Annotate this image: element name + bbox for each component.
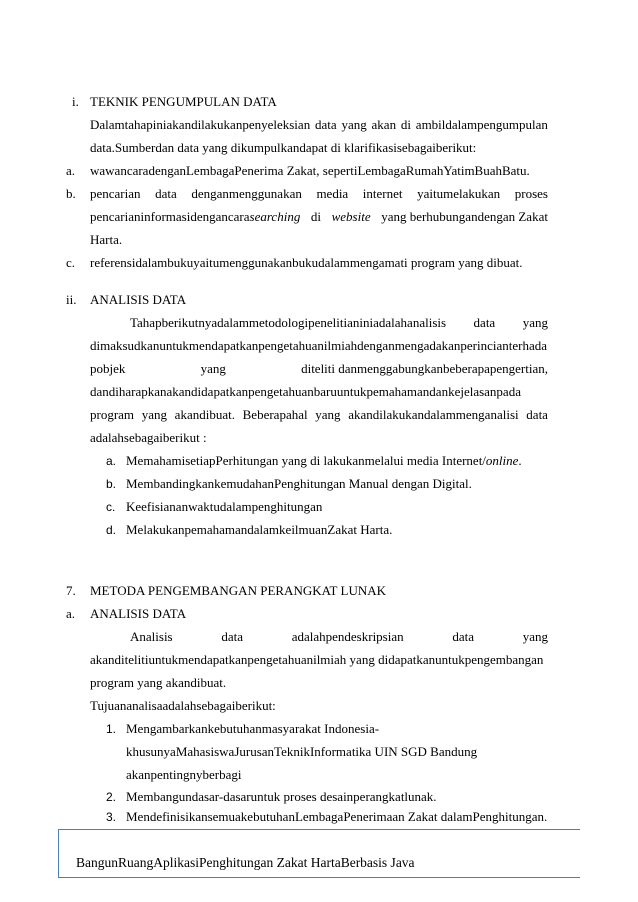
italic-term: searching bbox=[249, 209, 301, 224]
word: data bbox=[473, 315, 496, 330]
section-7-para-line-2: akanditelitiuntukmendapatkanpengetahuanilmiah yang didapatkanuntukpengembangan bbox=[90, 652, 544, 667]
section-ii-number: ii. bbox=[66, 292, 77, 307]
item-c-letter: c. bbox=[66, 255, 76, 270]
word: denganmenggunakan bbox=[191, 186, 302, 201]
section-ii-para-line-4: dandiharapkanakandidapatkanpengetahuanbaruuntukpemahamandankejelasanpada bbox=[90, 384, 521, 399]
sub-item-letter: c. bbox=[106, 500, 116, 514]
word: akandilakukandalammenganalisi bbox=[348, 407, 519, 422]
word: yang bbox=[141, 407, 167, 422]
section-ii-para-line-1 bbox=[130, 316, 548, 329]
word: pencarian bbox=[90, 186, 141, 201]
numbered-item-number: 2. bbox=[106, 790, 117, 804]
italic-term: online bbox=[485, 453, 519, 468]
section-ii-para-line-2: dimaksudkanuntukmendapatkanpengetahuanilmiahdenganmengadakanperincianterhada bbox=[90, 338, 547, 353]
section-7-para-line-1 bbox=[130, 630, 548, 643]
numbered-item-line-1: Mengambarkankebutuhanmasyarakat Indonesia- bbox=[126, 721, 380, 736]
text-run: . bbox=[518, 453, 522, 468]
item-a-text: wawancaradenganLembagaPenerima Zakat, sepertiLembagaRumahYatimBuahBatu. bbox=[90, 163, 530, 178]
word: program bbox=[90, 407, 135, 422]
numbered-item-number: 3. bbox=[106, 810, 117, 824]
item-b-letter: b. bbox=[66, 186, 76, 201]
item-a-letter: a. bbox=[66, 163, 76, 178]
text-run: MemahamisetiapPerhitungan yang di lakukanmelalui media Internet/ bbox=[126, 453, 486, 468]
word: data bbox=[526, 407, 548, 422]
word: proses bbox=[514, 186, 548, 201]
item-c-text: referensidalambukuyaitumenggunakanbukudalammengamati program yang dibuat. bbox=[90, 255, 523, 270]
numbered-item-line-1: MendefinisikansemuakebutuhanLembagaPenerimaan Zakat dalamPenghitungan. bbox=[126, 809, 548, 824]
numbered-item-line-2: khusunyaMahasiswaJurusanTeknikInformatika UIN SGD Bandung bbox=[126, 744, 478, 759]
word: pobjek bbox=[90, 361, 126, 376]
item-b-line-3: Harta. bbox=[90, 232, 123, 247]
section-i-heading: TEKNIK PENGUMPULAN DATA bbox=[90, 94, 277, 109]
text-run: yang berhubungandengan Zakat bbox=[381, 209, 548, 224]
word: akan bbox=[371, 117, 397, 132]
section-7-sub-letter: a. bbox=[66, 606, 76, 621]
word: ambildalampengumpulan bbox=[415, 117, 548, 132]
section-7-sub-heading: ANALISIS DATA bbox=[90, 606, 187, 621]
section-ii-para-line-5 bbox=[90, 408, 548, 421]
word: Analisis bbox=[130, 629, 173, 644]
sub-item-letter: b. bbox=[106, 477, 117, 491]
word: yang bbox=[522, 629, 548, 644]
footer-title: BangunRuangAplikasiPenghitungan Zakat HartaBerbasis Java bbox=[76, 855, 415, 870]
sub-item-text: MelakukanpemahamandalamkeilmuanZakat Harta. bbox=[126, 522, 393, 537]
word: akandibuat. bbox=[174, 407, 235, 422]
word: data bbox=[155, 186, 177, 201]
section-7-number: 7. bbox=[66, 583, 76, 598]
word: adalahpendeskripsian bbox=[291, 629, 404, 644]
sub-item-text: Keefisiananwaktudalampenghitungan bbox=[126, 499, 323, 514]
section-i-number: i. bbox=[72, 94, 79, 109]
word: yaitumelakukan bbox=[417, 186, 501, 201]
sub-item-letter: a. bbox=[106, 454, 117, 468]
word: data bbox=[452, 629, 474, 644]
item-b-line-1 bbox=[90, 187, 548, 200]
sub-item-letter: d. bbox=[106, 523, 117, 537]
italic-term: website bbox=[331, 209, 371, 224]
word: di bbox=[310, 209, 322, 224]
numbered-item-line-1: Membangundasar-dasaruntuk proses desainperangkatlunak. bbox=[126, 789, 437, 804]
word: data bbox=[221, 629, 243, 644]
word: Dalamtahapiniakandilakukanpenyeleksian bbox=[90, 117, 311, 132]
section-7-heading: METODA PENGEMBANGAN PERANGKAT LUNAK bbox=[90, 583, 387, 598]
sub-item-text bbox=[126, 454, 522, 467]
numbered-item-number: 1. bbox=[106, 722, 117, 736]
word: di bbox=[400, 117, 411, 132]
word: yang bbox=[522, 315, 548, 330]
section-ii-heading: ANALISIS DATA bbox=[90, 292, 187, 307]
section-i-para-line-1 bbox=[90, 118, 548, 131]
word: Tahapberikutnyadalammetodologipenelitianiniadalahanalisis bbox=[130, 315, 447, 330]
numbered-item-line-3: akanpentingnyberbagi bbox=[126, 767, 242, 782]
text-run: diteliti danmenggabungkanbeberapapengertian, bbox=[301, 361, 548, 376]
section-i-para-line-2: data.Sumberdan data yang dikumpulkandapat di klarifikasisebagaiberikut: bbox=[90, 140, 477, 155]
section-ii-para-line-6: adalahsebagaiberikut : bbox=[90, 430, 207, 445]
word: yang bbox=[315, 407, 341, 422]
section-7-para-line-4: Tujuananalisaadalahsebagaiberikut: bbox=[90, 698, 276, 713]
section-7-para-line-3: program yang akandibuat. bbox=[90, 675, 227, 690]
item-b-line-2 bbox=[90, 210, 548, 223]
word: internet bbox=[362, 186, 403, 201]
word: media bbox=[316, 186, 349, 201]
word: yang bbox=[341, 117, 367, 132]
word: data bbox=[315, 117, 337, 132]
text-run: pencarianinformasidengancara bbox=[90, 209, 250, 224]
word: yang bbox=[200, 361, 226, 376]
word: Beberapahal bbox=[242, 407, 308, 422]
section-ii-para-line-3 bbox=[90, 362, 548, 375]
sub-item-text: MembandingkankemudahanPenghitungan Manual dengan Digital. bbox=[126, 476, 472, 491]
